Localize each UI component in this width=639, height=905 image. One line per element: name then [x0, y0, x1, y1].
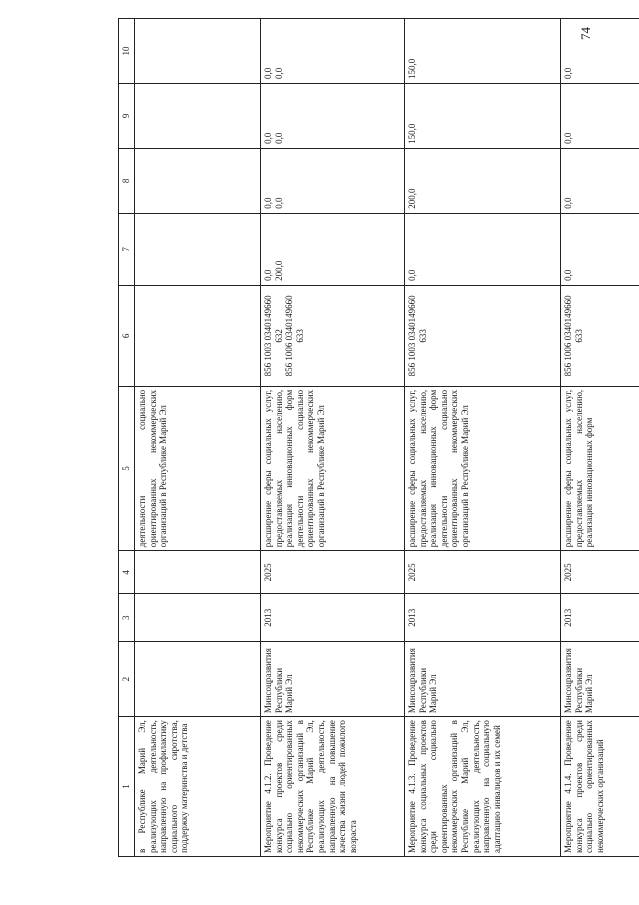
cell-c5: расширение сферы социальных услуг, предоставляемых населению, реализация инновационных форм деятельности социально ориентированных некоммерческих организаций в Республике Марий Эл — [261, 386, 405, 550]
cell-c7 — [135, 213, 261, 285]
cell-c8 — [261, 148, 405, 213]
cell-line: 200,0 — [407, 188, 417, 209]
cell-line: 856 1003 0340149660 633 — [407, 295, 428, 377]
cell-c5: расширение сферы социальных услуг, предоставляемых населению, реализация инновационных форм деятельности социально ориентированных некоммерческих организаций в Республике Марий Эл — [405, 386, 561, 550]
cell-c5: деятельности социально ориентированных некоммерческих организаций в Республике Марий Эл — [135, 386, 261, 550]
cell-c10 — [561, 19, 639, 84]
cell-line: 856 1003 0340149660 632 — [263, 295, 284, 377]
cell-c7 — [261, 213, 405, 285]
column-number: 10 — [119, 19, 135, 84]
cell-c10 — [261, 19, 405, 84]
table-row — [135, 19, 261, 857]
cell-c3: 2013 — [261, 594, 405, 642]
cell-c5: расширение сферы социальных услуг, предоставляемых населению, реализация инновационных форм — [561, 386, 639, 550]
cell-c1: Мероприятие 4.1.3. Проведение конкурса социальных проектов среди социально ориентированных некоммерческих организаций в Республике Марий Эл, реализующих деятельность, направленную на социальную адаптацию инвалидов и их семей — [405, 717, 561, 857]
cell-c6 — [561, 285, 639, 386]
column-number: 9 — [119, 83, 135, 148]
cell-c4: 2025 — [561, 551, 639, 594]
cell-c7 — [405, 213, 561, 285]
cell-c9 — [561, 83, 639, 148]
cell-c3 — [135, 594, 261, 642]
column-number: 5 — [119, 386, 135, 550]
cell-c10 — [135, 19, 261, 84]
cell-c3: 2013 — [561, 594, 639, 642]
cell-c2: Минсоцразвития Республики Марий Эл — [261, 642, 405, 717]
cell-c6 — [135, 285, 261, 386]
cell-line: 0,0 — [273, 132, 284, 144]
cell-line: 0,0 — [263, 132, 273, 144]
cell-c3: 2013 — [405, 594, 561, 642]
program-table — [118, 18, 639, 857]
table-row — [405, 19, 561, 857]
cell-c6 — [405, 285, 561, 386]
cell-c9 — [261, 83, 405, 148]
cell-c10 — [405, 19, 561, 84]
column-number: 2 — [119, 642, 135, 717]
cell-c1: Мероприятие 4.1.4. Проведение конкурса проектов среди социально ориентированных некоммерческих организаций — [561, 717, 639, 857]
cell-c9 — [135, 83, 261, 148]
cell-line: 150,0 — [407, 58, 417, 79]
cell-line: 0,0 — [563, 67, 573, 79]
cell-line: 0,0 — [263, 269, 273, 281]
column-number: 6 — [119, 285, 135, 386]
cell-c2: Минсоцразвития Республики Марий Эл — [561, 642, 639, 717]
cell-line: 0,0 — [407, 269, 417, 281]
cell-line: 150,0 — [407, 123, 417, 144]
column-number: 7 — [119, 213, 135, 285]
page-number: 74 — [578, 27, 593, 40]
cell-c4: 2025 — [405, 551, 561, 594]
cell-c2: Минсоцразвития Республики Марий Эл — [405, 642, 561, 717]
cell-line: 0,0 — [263, 197, 273, 209]
cell-c7 — [561, 213, 639, 285]
cell-c9 — [405, 83, 561, 148]
cell-c4 — [135, 551, 261, 594]
column-number: 4 — [119, 551, 135, 594]
column-number: 3 — [119, 594, 135, 642]
cell-c2 — [135, 642, 261, 717]
table-row — [561, 19, 639, 857]
cell-line: 856 1006 0340149660 633 — [563, 295, 584, 377]
table-row — [261, 19, 405, 857]
cell-line: 0,0 — [273, 67, 284, 79]
cell-line: 0,0 — [273, 197, 284, 209]
cell-c1: Мероприятие 4.1.2. Проведение конкурса проектов среди социально ориентированных некоммерческих организаций в Республике Марий Эл, реализующих деятельность, направленную на повышение качества жизни людей пожилого возраста — [261, 717, 405, 857]
cell-c8 — [135, 148, 261, 213]
cell-line: 0,0 — [563, 197, 573, 209]
cell-c8 — [405, 148, 561, 213]
cell-line: 0,0 — [563, 132, 573, 144]
cell-line: 856 1006 0340149660 633 — [284, 295, 305, 377]
column-number-row — [119, 19, 135, 857]
column-number: 1 — [119, 717, 135, 857]
cell-c1: в Республике Марий Эл, реализующих деятельность, направленную на профилактику социального сиротства, поддержку материнства и детства — [135, 717, 261, 857]
column-number: 8 — [119, 148, 135, 213]
cell-line: 0,0 — [563, 269, 573, 281]
cell-c6 — [261, 285, 405, 386]
cell-c8 — [561, 148, 639, 213]
cell-line: 0,0 — [263, 67, 273, 79]
cell-line: 200,0 — [273, 260, 284, 281]
cell-c4: 2025 — [261, 551, 405, 594]
